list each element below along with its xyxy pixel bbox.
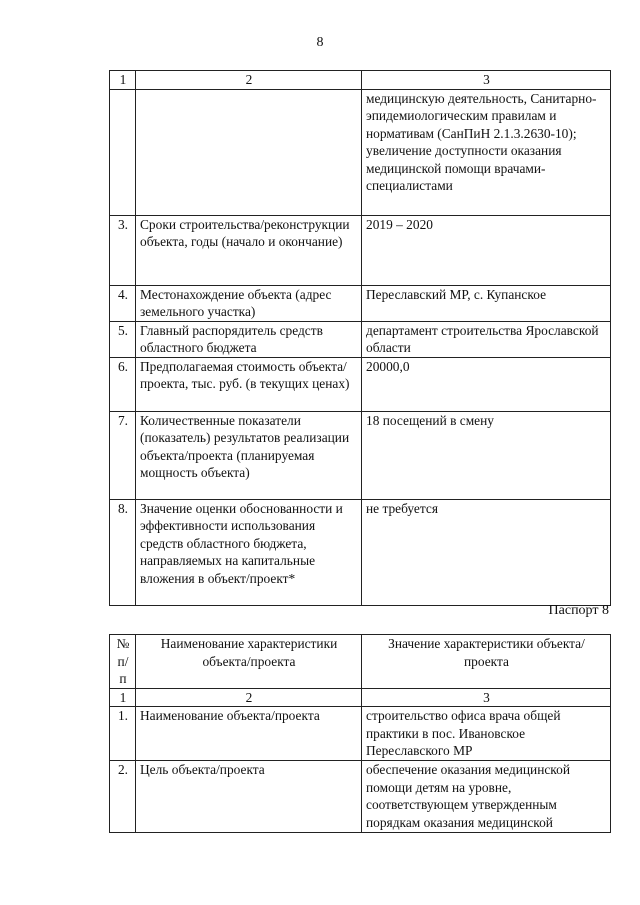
table-header-row (110, 635, 611, 689)
characteristic-value: 18 посещений в смену (362, 411, 611, 499)
characteristic-name: Местонахождение объекта (адрес земельного участка) (136, 285, 362, 321)
characteristic-name: Наименование объекта/проекта (136, 707, 362, 761)
characteristic-value: строительство офиса врача общей практики в пос. Ивановское Переславского МР (362, 707, 611, 761)
table-row (110, 89, 611, 215)
table-row (110, 411, 611, 499)
header-characteristic-name: Наименование характеристики объекта/проекта (136, 635, 362, 689)
row-number: 1. (110, 707, 136, 761)
column-number: 2 (136, 688, 362, 707)
header-number: № п/п (110, 635, 136, 689)
characteristic-name: Сроки строительства/реконструкции объекта, годы (начало и окончание) (136, 215, 362, 285)
column-number: 1 (110, 688, 136, 707)
row-number (110, 89, 136, 215)
column-number: 2 (136, 71, 362, 90)
row-number: 6. (110, 357, 136, 411)
page-number: 8 (316, 35, 324, 50)
row-number: 3. (110, 215, 136, 285)
characteristic-name: Значение оценки обоснованности и эффективности использования средств областного бюджета, направляемых на капитальные вложения в объект/проект* (136, 499, 362, 605)
row-number: 4. (110, 285, 136, 321)
table-row (110, 285, 611, 321)
characteristic-value: медицинскую деятельность, Санитарно-эпидемиологическим правилам и нормативам (СанПиН 2.1.3.2630-10); увеличение доступности оказания медицинской помощи врачами-специалистами (362, 89, 611, 215)
characteristic-value: не требуется (362, 499, 611, 605)
table-row (110, 215, 611, 285)
characteristic-value: департамент строительства Ярославской области (362, 321, 611, 357)
table-row (110, 707, 611, 761)
characteristic-value: 2019 – 2020 (362, 215, 611, 285)
characteristic-name: Количественные показатели (показатель) результатов реализации объекта/проекта (планируемая мощность объекта) (136, 411, 362, 499)
characteristic-name: Цель объекта/проекта (136, 761, 362, 833)
row-number: 7. (110, 411, 136, 499)
passport-8-table (109, 634, 611, 833)
characteristic-value: Переславский МР, с. Купанское (362, 285, 611, 321)
column-number: 3 (362, 71, 611, 90)
column-number-row (110, 688, 611, 707)
characteristic-value: 20000,0 (362, 357, 611, 411)
table-row (110, 499, 611, 605)
passport-title: Паспорт 8 (548, 603, 609, 618)
row-number: 5. (110, 321, 136, 357)
passport-7-table-continued (109, 70, 611, 606)
column-number-row (110, 71, 611, 90)
table-row (110, 761, 611, 833)
characteristic-value: обеспечение оказания медицинской помощи детям на уровне, соответствующем утвержденным порядкам оказания медицинской (362, 761, 611, 833)
characteristic-name: Предполагаемая стоимость объекта/проекта, тыс. руб. (в текущих ценах) (136, 357, 362, 411)
table-row (110, 321, 611, 357)
header-characteristic-value: Значение характеристики объекта/проекта (362, 635, 611, 689)
characteristic-name: Главный распорядитель средств областного бюджета (136, 321, 362, 357)
row-number: 2. (110, 761, 136, 833)
column-number: 3 (362, 688, 611, 707)
table-row (110, 357, 611, 411)
characteristic-name (136, 89, 362, 215)
row-number: 8. (110, 499, 136, 605)
column-number: 1 (110, 71, 136, 90)
